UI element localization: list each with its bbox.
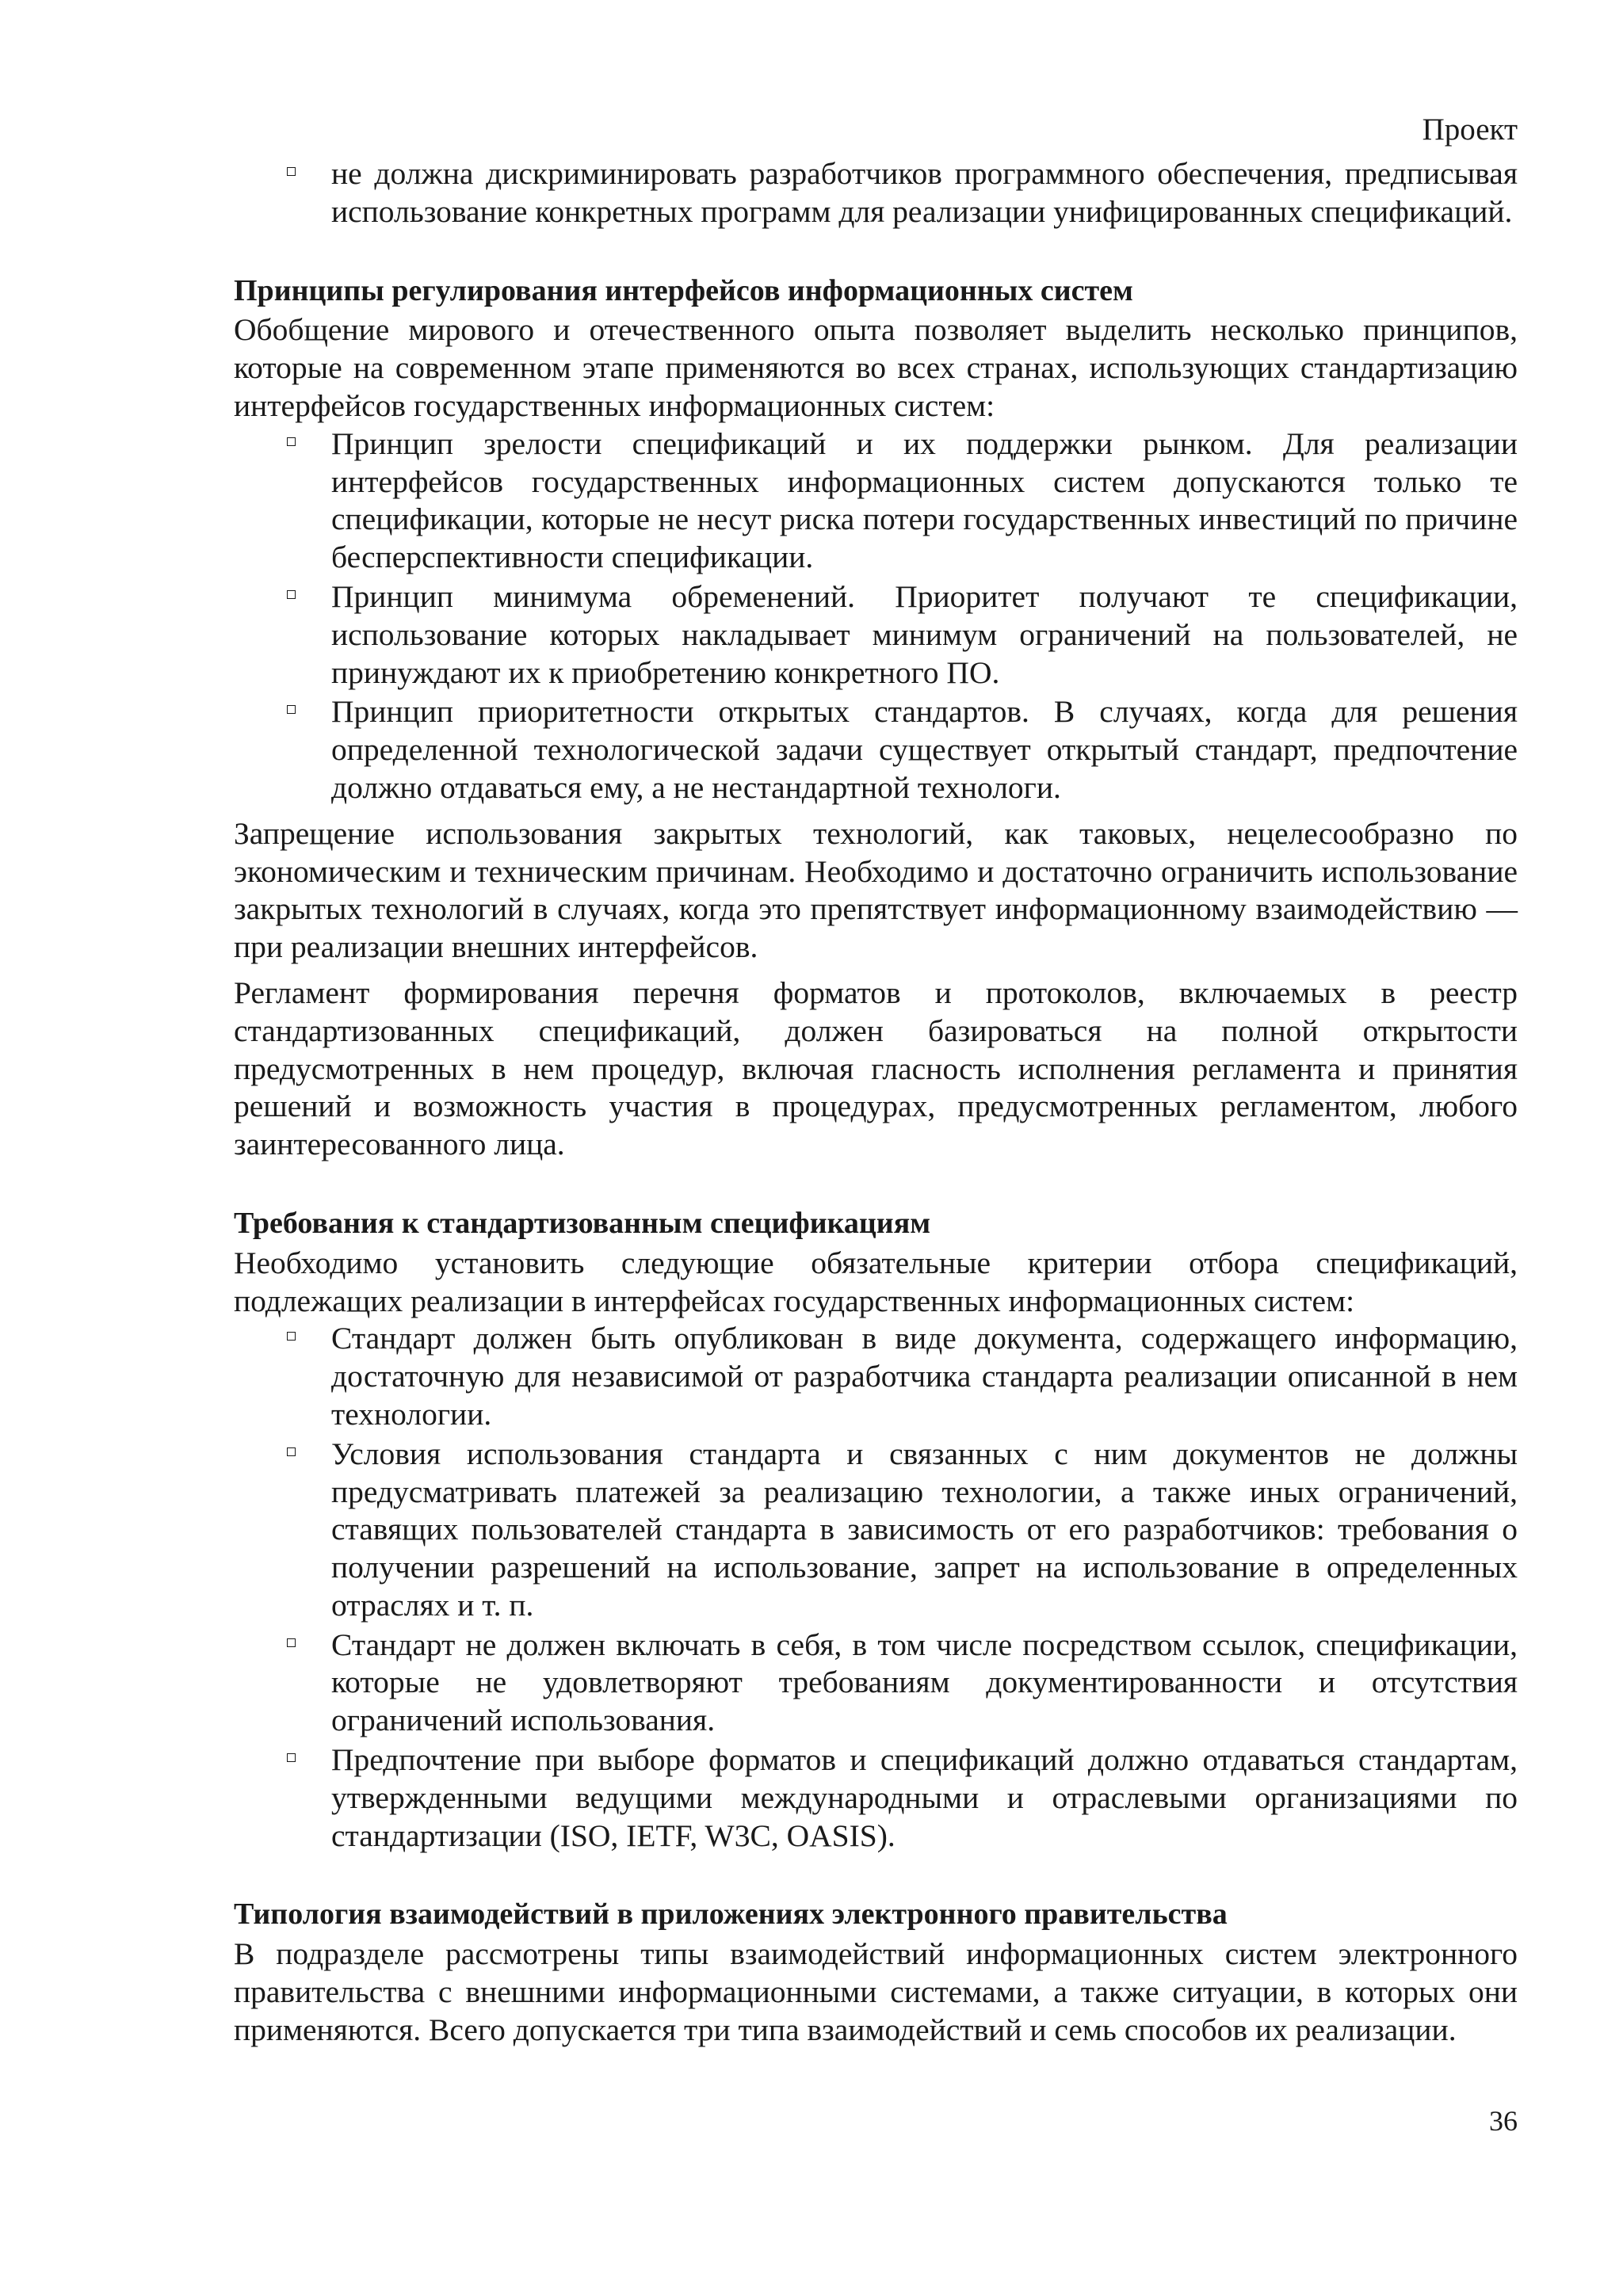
bullet-text: Стандарт должен быть опубликован в виде документа, содержащего информацию, достаточную для независимой от разработчика стандарта реализации описанной в нем технологии.	[331, 1321, 1518, 1432]
bullet-item	[331, 1741, 1518, 1855]
section-heading: Принципы регулирования интерфейсов информационных систем	[234, 273, 1133, 307]
section-heading: Требования к стандартизованным спецификациям	[234, 1206, 931, 1240]
body-paragraph: Регламент формирования перечня форматов и протоколов, включаемых в реестр стандартизованных спецификаций, должен базироваться на полной открытости предусмотренных в нем процедур, включая гласность исполнения регламента и принятия решений и возможность участия в процедурах, предусмотренных регламентом, любого заинтересованного лица.	[234, 974, 1518, 1162]
square-bullet-icon	[287, 167, 296, 176]
document-section	[234, 1205, 1518, 1855]
bullet-item	[331, 1320, 1518, 1433]
square-bullet-icon	[287, 1753, 296, 1762]
section-intro-paragraph: В подразделе рассмотрены типы взаимодействий информационных систем электронного правительства с внешними информационными системами, а также ситуации, в которых они применяются. Всего допускается три типа взаимодействий и семь способов их реализации.	[234, 1936, 1518, 2047]
bullet-text: Принцип зрелости спецификаций и их поддержки рынком. Для реализации интерфейсов государственных информационных систем допускаются только те спецификации, которые не несут риска потери государственных инвестиций по причине бесперспективности спецификации.	[331, 425, 1518, 575]
bullet-item	[331, 425, 1518, 577]
square-bullet-icon	[287, 1447, 296, 1456]
bullet-item	[331, 1627, 1518, 1740]
page-number: 36	[1489, 2105, 1518, 2137]
square-bullet-icon	[287, 1332, 296, 1341]
section-intro-paragraph: Обобщение мирового и отечественного опыта позволяет выделить несколько принципов, которые на современном этапе применяются во всех странах, использующих стандартизацию интерфейсов государственных информационных систем:	[234, 312, 1518, 423]
document-section	[234, 273, 1518, 1164]
section-bullet-list	[234, 425, 1518, 807]
bullet-item	[331, 578, 1518, 692]
header-label: Проект	[1422, 113, 1518, 147]
bullet-text: Предпочтение при выборе форматов и спецификаций должно отдаваться стандартам, утвержденными ведущими международными и отраслевыми организациями по стандартизации (ISO, IETF, W3C, OASIS).	[331, 1742, 1518, 1853]
body-paragraph: Запрещение использования закрытых технологий, как таковых, нецелесообразно по экономическим и техническим причинам. Необходимо и достаточно ограничить использование закрытых технологий в случаях, когда это препятствует информационному взаимодействию — при реализации внешних интерфейсов.	[234, 815, 1518, 965]
square-bullet-icon	[287, 590, 296, 599]
square-bullet-icon	[287, 705, 296, 714]
document-content	[234, 155, 1518, 2050]
bullet-text: Принцип минимума обременений. Приоритет получают те спецификации, использование которых накладывает минимум ограничений на пользователей, не принуждают их к приобретению конкретного ПО.	[331, 578, 1518, 690]
square-bullet-icon	[287, 437, 296, 446]
bullet-item	[331, 693, 1518, 807]
bullet-item	[331, 1436, 1518, 1625]
sections-container	[234, 273, 1518, 2050]
bullet-item	[331, 155, 1518, 231]
section-bullet-list	[234, 1320, 1518, 1855]
intro-bullet-list	[234, 155, 1518, 231]
document-page	[234, 0, 1518, 2296]
bullet-text: Принцип приоритетности открытых стандартов. В случаях, когда для решения определенной технологической задачи существует открытый стандарт, предпочтение должно отдаваться ему, а не нестандартной технологи.	[331, 694, 1518, 805]
bullet-text: Стандарт не должен включать в себя, в том числе посредством ссылок, спецификации, которые не удовлетворяют требованиям документированности и отсутствия ограничений использования.	[331, 1627, 1518, 1738]
bullet-text: Условия использования стандарта и связанных с ним документов не должны предусматривать платежей за реализацию технологии, а также иных ограничений, ставящих пользователей стандарта в зависимость от его разработчиков: требования о получении разрешений на использование, запрет на использование в определенных отраслях и т. п.	[331, 1436, 1518, 1623]
section-intro-paragraph: Необходимо установить следующие обязательные критерии отбора спецификаций, подлежащих реализации в интерфейсах государственных информационных систем:	[234, 1245, 1518, 1318]
document-section	[234, 1896, 1518, 2049]
section-heading: Типология взаимодействий в приложениях электронного правительства	[234, 1897, 1228, 1932]
bullet-text: не должна дискриминировать разработчиков программного обеспечения, предписывая использование конкретных программ для реализации унифицированных спецификаций.	[331, 156, 1518, 229]
square-bullet-icon	[287, 1638, 296, 1647]
